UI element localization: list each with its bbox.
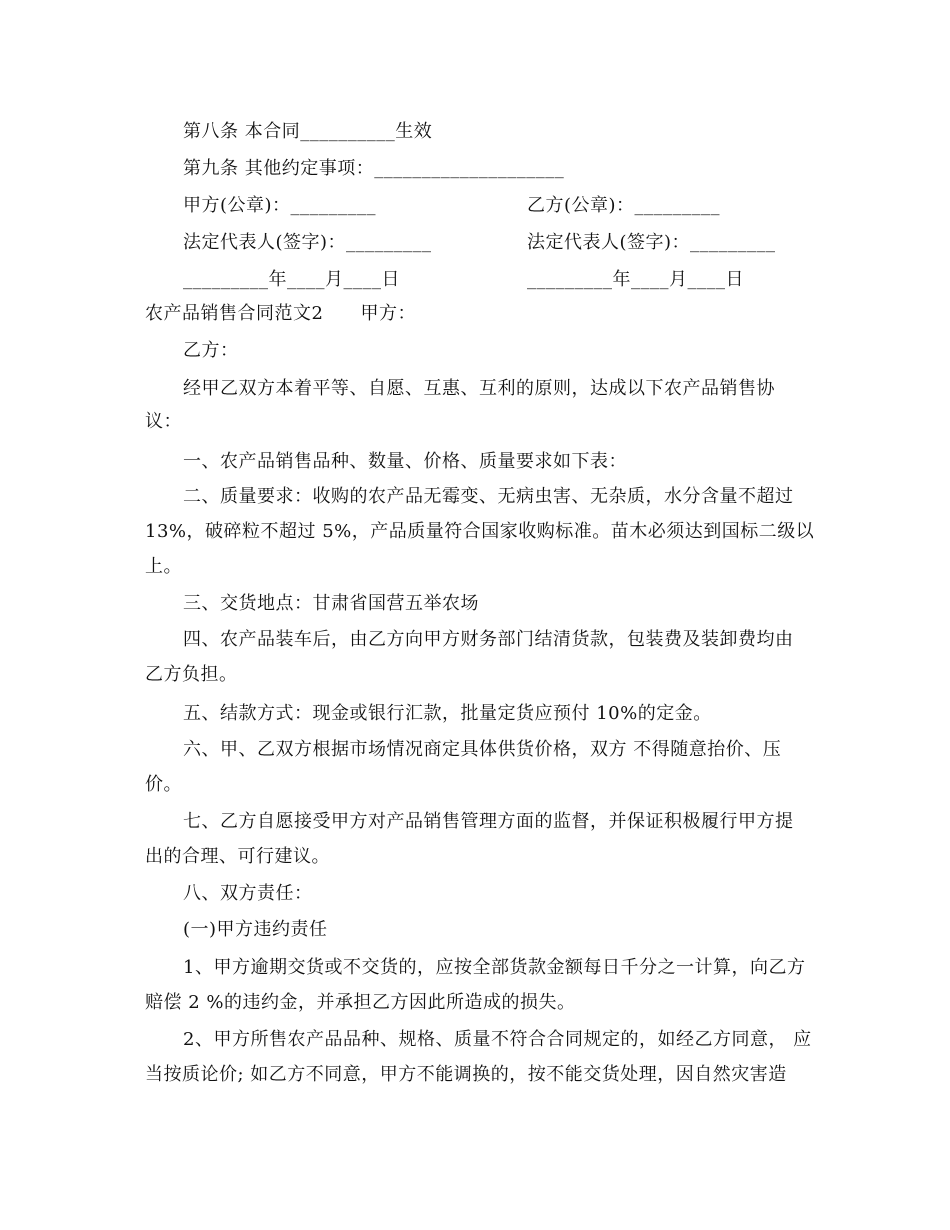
paragraph-line: 六、甲、乙双方根据市场情况商定具体供货价格，双方 不得随意抬价、压 xyxy=(183,739,782,760)
paragraph-line: 四、农产品装车后，由乙方向甲方财务部门结清货款，包装费及装卸费均由 xyxy=(183,629,794,650)
section-title: 农产品销售合同范文2 甲方： xyxy=(145,303,416,324)
paragraph-line: 议： xyxy=(145,411,182,432)
party-b-seal: 乙方(公章)：_________ xyxy=(527,195,721,216)
paragraph-line: 上。 xyxy=(145,556,182,577)
paragraph-line: (一)甲方违约责任 xyxy=(183,919,328,940)
clause-9: 第九条 其他约定事项：____________________ xyxy=(183,158,565,179)
paragraph-line: 当按质论价; 如乙方不同意，甲方不能调换的，按不能交货处理，因自然灾害造 xyxy=(145,1064,787,1085)
paragraph-line: 二、质量要求：收购的农产品无霉变、无病虫害、无杂质，水分含量不超过 xyxy=(183,486,794,507)
paragraph-line: 13%，破碎粒不超过 5%，产品质量符合国家收购标准。苗木必须达到国标二级以 xyxy=(145,521,815,542)
party-b-date: _________年____月____日 xyxy=(527,269,744,290)
paragraph-line: 乙方负担。 xyxy=(145,664,238,685)
party-a-date: _________年____月____日 xyxy=(183,269,400,290)
paragraph-line: 赔偿 2 %的违约金，并承担乙方因此所造成的损失。 xyxy=(145,992,576,1013)
paragraph-line: 七、乙方自愿接受甲方对产品销售管理方面的监督，并保证积极履行甲方提 xyxy=(183,811,794,832)
paragraph-line: 五、结款方式：现金或银行汇款，批量定货应预付 10%的定金。 xyxy=(183,703,712,724)
paragraph-line: 经甲乙双方本着平等、自愿、互惠、互利的原则，达成以下农产品销售协 xyxy=(183,378,775,399)
paragraph-line: 八、双方责任： xyxy=(183,883,313,904)
paragraph-line: 一、农产品销售品种、数量、价格、质量要求如下表： xyxy=(183,451,627,472)
paragraph-line: 出的合理、可行建议。 xyxy=(145,846,330,867)
paragraph-line: 价。 xyxy=(145,774,182,795)
clause-8: 第八条 本合同__________生效 xyxy=(183,121,433,142)
party-b-label: 乙方： xyxy=(183,340,239,361)
paragraph-line: 三、交货地点：甘肃省国营五举农场 xyxy=(183,593,479,614)
paragraph-line: 2、甲方所售农产品品种、规格、质量不符合合同规定的，如经乙方同意， 应 xyxy=(183,1029,812,1050)
party-a-representative: 法定代表人(签字)：_________ xyxy=(183,232,432,253)
party-a-seal: 甲方(公章)：_________ xyxy=(183,195,377,216)
party-b-representative: 法定代表人(签字)：_________ xyxy=(527,232,776,253)
paragraph-line: 1、甲方逾期交货或不交货的，应按全部货款金额每日千分之一计算，向乙方 xyxy=(183,957,806,978)
